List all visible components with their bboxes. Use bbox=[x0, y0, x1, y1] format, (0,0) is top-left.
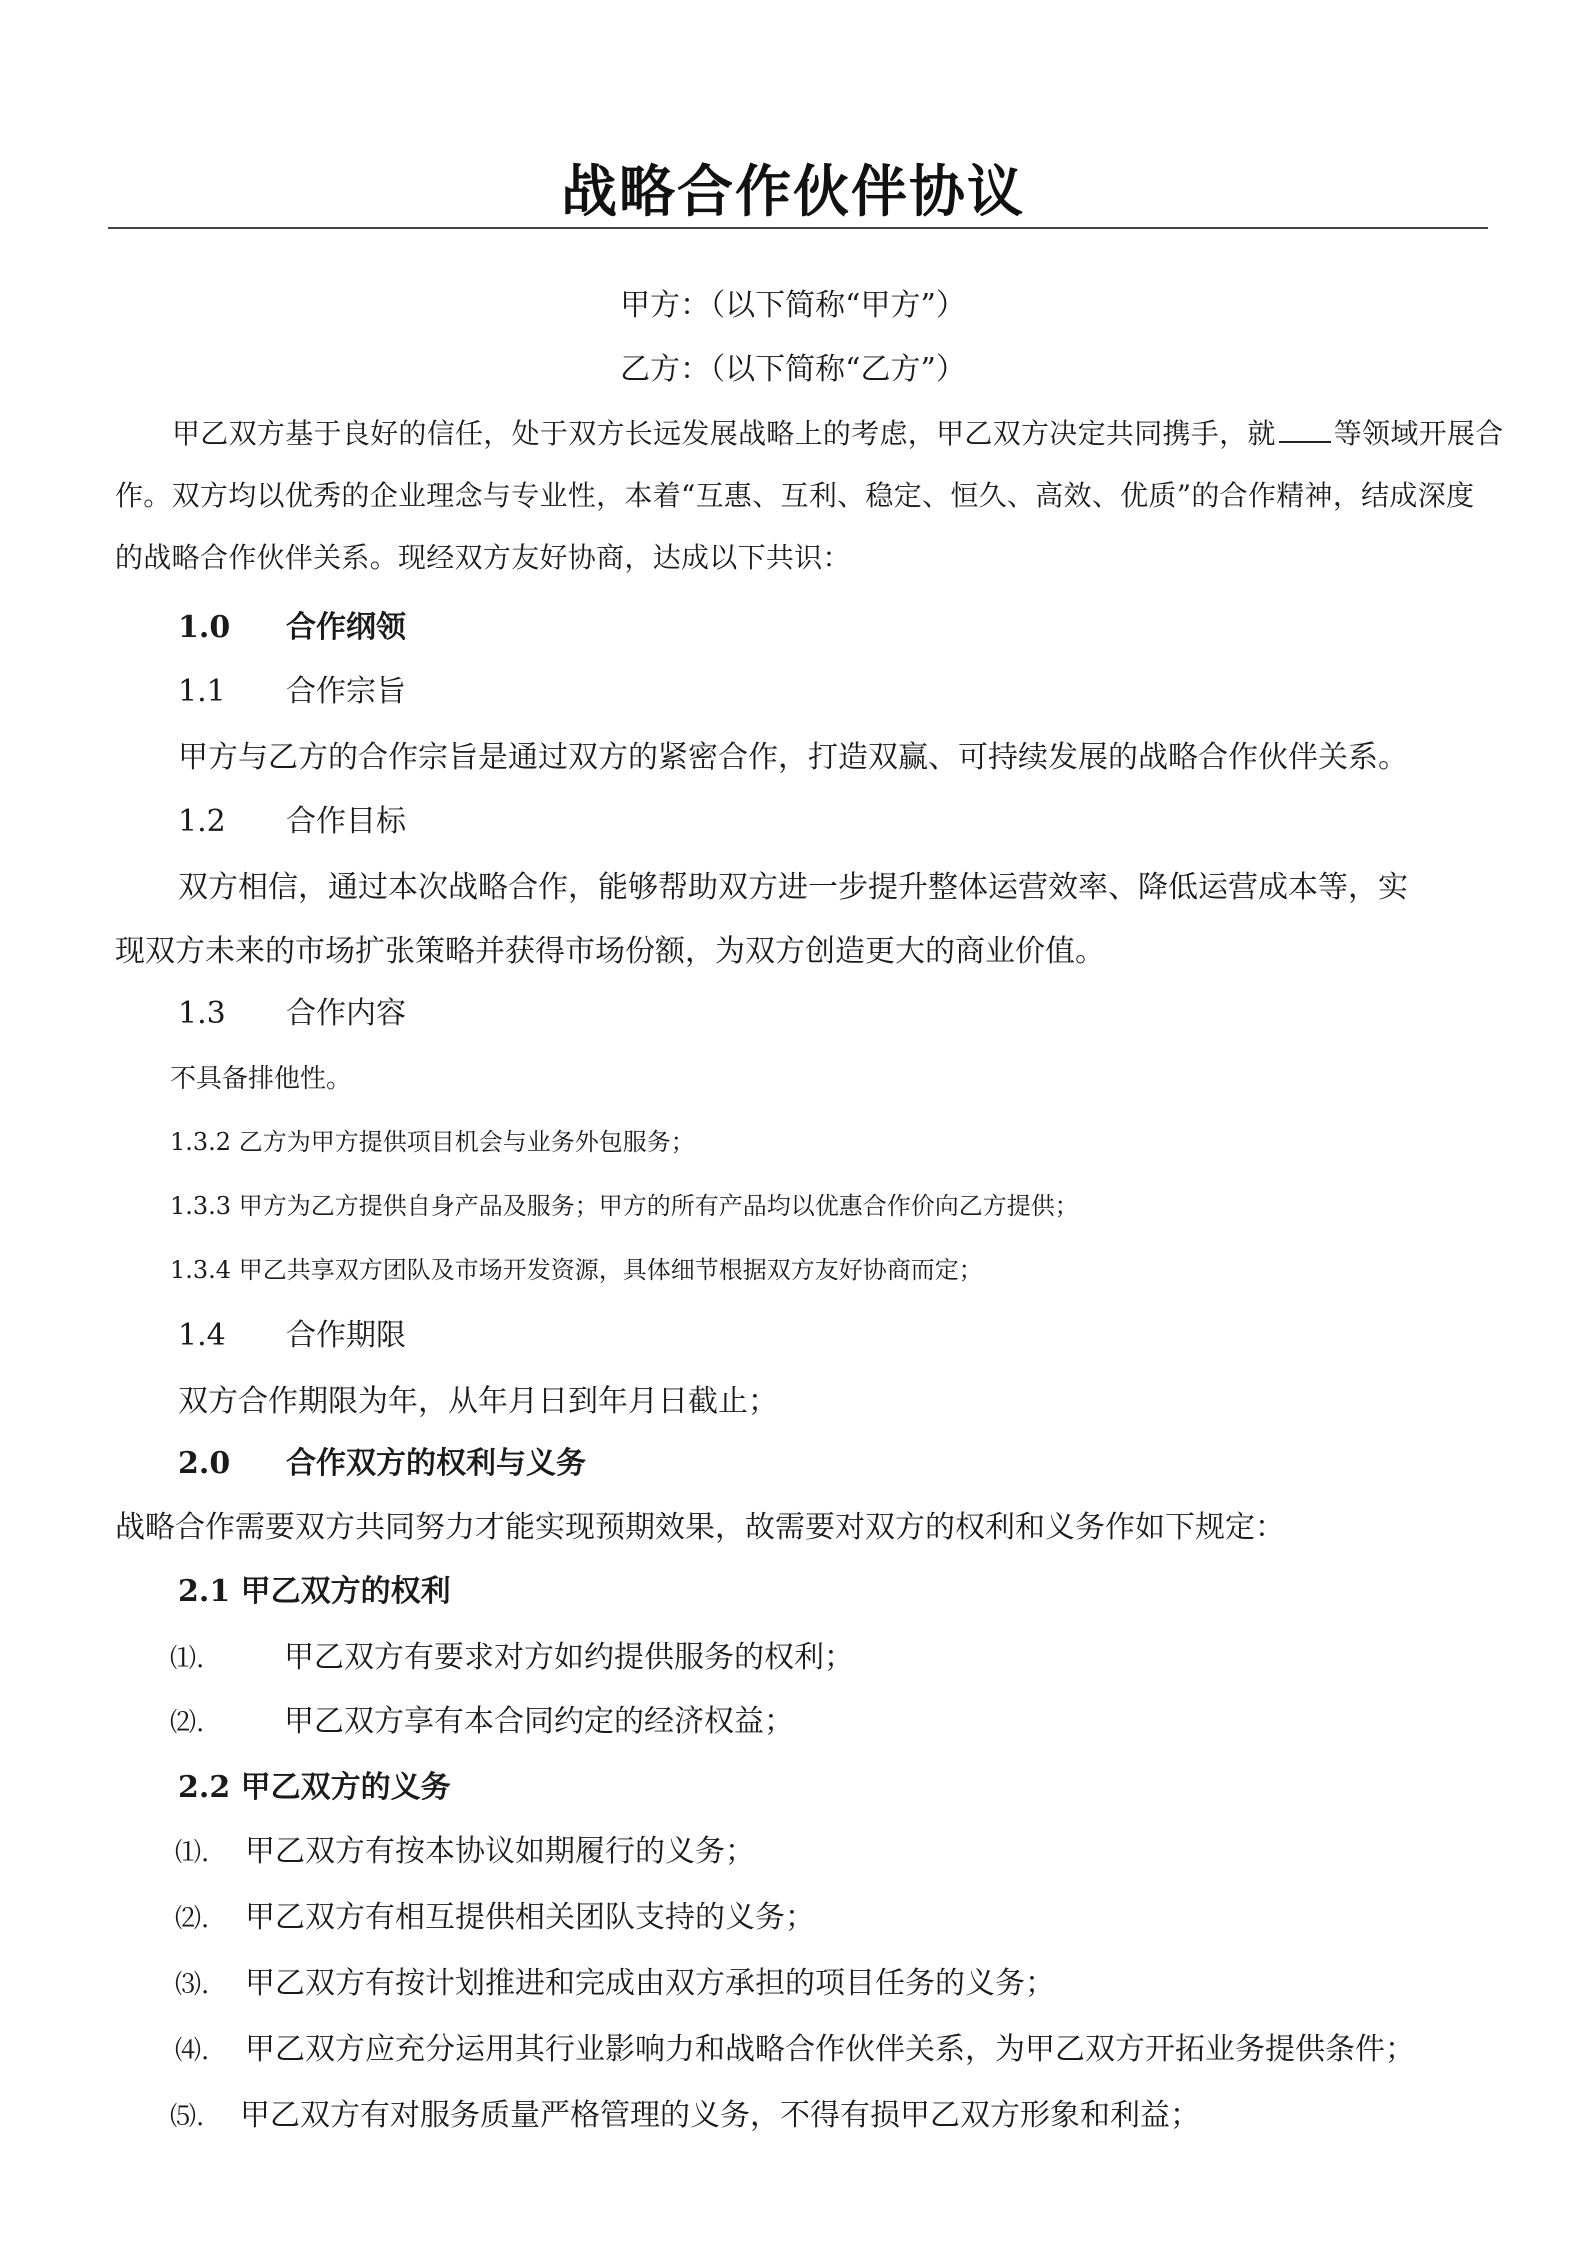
item-text: 甲乙双方有按计划推进和完成由双方承担的项目任务的义务； bbox=[245, 1966, 1055, 2001]
item-marker: ⑸. bbox=[170, 2102, 205, 2132]
section-number: 1.4 bbox=[178, 1318, 226, 1353]
section-1-4-heading bbox=[178, 1310, 406, 1354]
section-number: 1.2 bbox=[178, 804, 226, 839]
item-text: 甲乙双方有相互提供相关团队支持的义务； bbox=[245, 1900, 815, 1935]
section-1-3-3: 1.3.3 甲方为乙方提供自身产品及服务；甲方的所有产品均以优惠合作价向乙方提供； bbox=[170, 1192, 1079, 1220]
section-1-2-line-2: 现双方未来的市场扩张策略并获得市场份额，为双方创造更大的商业价值。 bbox=[115, 934, 1105, 969]
section-1-1-text: 甲方与乙方的合作宗旨是通过双方的紧密合作，打造双赢、可持续发展的战略合作伙伴关系。 bbox=[178, 740, 1408, 775]
rights-item-2 bbox=[170, 1696, 794, 1740]
item-marker: ⑵. bbox=[175, 1904, 210, 1934]
section-2-heading bbox=[178, 1438, 586, 1482]
section-1-3-heading bbox=[178, 988, 406, 1032]
section-number: 1.0 bbox=[178, 610, 231, 645]
duties-item-5 bbox=[170, 2090, 1200, 2134]
section-title: 合作目标 bbox=[286, 804, 406, 839]
item-marker: ⑶. bbox=[175, 1970, 210, 2000]
rights-item-1 bbox=[170, 1632, 854, 1676]
section-title: 合作期限 bbox=[286, 1318, 406, 1353]
section-2-1-heading: 2.1 甲乙双方的权利 bbox=[178, 1574, 451, 1609]
section-number: 1.3 bbox=[178, 996, 226, 1031]
item-text: 甲乙双方享有本合同约定的经济权益； bbox=[284, 1704, 794, 1739]
duties-item-1 bbox=[175, 1826, 755, 1870]
section-title: 合作内容 bbox=[286, 996, 406, 1031]
section-number: 2.0 bbox=[178, 1446, 231, 1481]
section-1-2-heading bbox=[178, 796, 406, 840]
item-marker: ⑷. bbox=[175, 2036, 210, 2066]
section-2-intro: 战略合作需要双方共同努力才能实现预期效果，故需要对双方的权利和义务作如下规定： bbox=[115, 1510, 1285, 1545]
section-title: 合作双方的权利与义务 bbox=[286, 1446, 586, 1481]
section-1-heading bbox=[178, 602, 406, 646]
section-number: 1.1 bbox=[178, 674, 226, 709]
section-title: 合作宗旨 bbox=[286, 674, 406, 709]
intro-line-1-before: 甲乙双方基于良好的信任，处于双方长远发展战略上的考虑，甲乙双方决定共同携手，就 bbox=[172, 417, 1276, 450]
duties-item-3 bbox=[175, 1958, 1055, 2002]
item-text: 甲乙双方有要求对方如约提供服务的权利； bbox=[284, 1640, 854, 1675]
section-1-3-2: 1.3.2 乙方为甲方提供项目机会与业务外包服务； bbox=[170, 1128, 695, 1156]
item-text: 甲乙双方应充分运用其行业影响力和战略合作伙伴关系，为甲乙双方开拓业务提供条件； bbox=[245, 2032, 1415, 2067]
section-1-4-text: 双方合作期限为年，从年月日到年月日截止； bbox=[178, 1384, 778, 1419]
item-marker: ⑴. bbox=[170, 1644, 205, 1674]
duties-item-2 bbox=[175, 1892, 815, 1936]
party-b: 乙方：（以下简称“乙方”） bbox=[620, 352, 966, 387]
title-divider bbox=[108, 227, 1488, 229]
party-a: 甲方：（以下简称“甲方”） bbox=[620, 288, 966, 323]
section-1-3-note: 不具备排他性。 bbox=[170, 1064, 353, 1094]
intro-line-2: 作。双方均以优秀的企业理念与专业性，本着“互惠、互利、稳定、恒久、高效、优质”的合作精神，结成深度 bbox=[115, 479, 1475, 512]
section-1-3-4: 1.3.4 甲乙共享双方团队及市场开发资源，具体细节根据双方友好协商而定； bbox=[170, 1256, 983, 1284]
item-text: 甲乙双方有对服务质量严格管理的义务，不得有损甲乙双方形象和利益； bbox=[240, 2098, 1200, 2133]
section-1-1-heading bbox=[178, 666, 406, 710]
intro-line-1 bbox=[172, 412, 1504, 452]
intro-line-3: 的战略合作伙伴关系。现经双方友好协商，达成以下共识： bbox=[115, 541, 851, 574]
section-1-2-line-1: 双方相信，通过本次战略合作，能够帮助双方进一步提升整体运营效率、降低运营成本等，实 bbox=[178, 870, 1408, 905]
fill-in-blank bbox=[1279, 417, 1331, 443]
item-marker: ⑴. bbox=[175, 1838, 210, 1868]
item-marker: ⑵. bbox=[170, 1708, 205, 1738]
intro-line-1-after: 等领域开展合 bbox=[1333, 417, 1504, 450]
duties-item-4 bbox=[175, 2024, 1415, 2068]
section-2-2-heading: 2.2 甲乙双方的义务 bbox=[178, 1770, 451, 1805]
document-title: 战略合作伙伴协议 bbox=[561, 160, 1025, 225]
section-title: 合作纲领 bbox=[286, 610, 406, 645]
item-text: 甲乙双方有按本协议如期履行的义务； bbox=[245, 1834, 755, 1869]
